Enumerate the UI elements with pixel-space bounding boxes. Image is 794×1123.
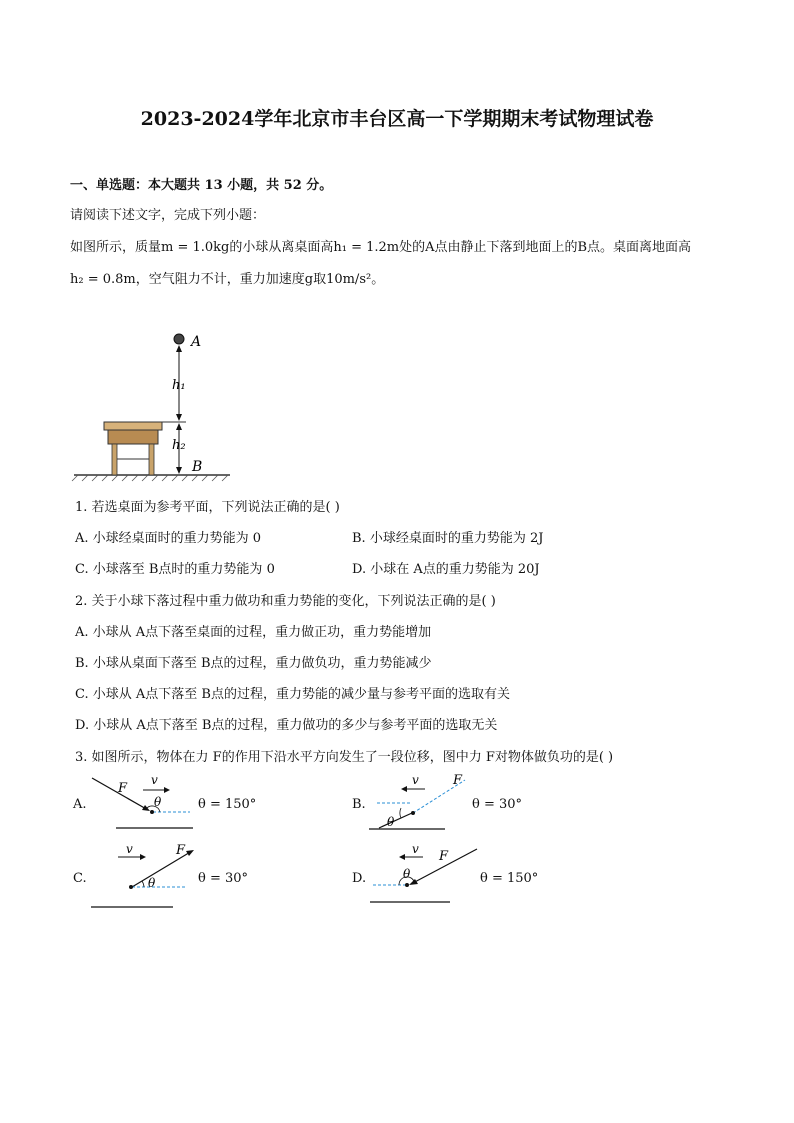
q3-option-a-angle: θ = 150°	[198, 797, 257, 812]
q3-option-d-angle: θ = 150°	[480, 871, 539, 886]
q3-option-c-letter[interactable]: C.	[73, 871, 87, 886]
svg-text:v: v	[412, 842, 419, 856]
ball-icon	[174, 334, 184, 344]
q1-option-a[interactable]: A. 小球经桌面时的重力势能为 0	[75, 531, 262, 546]
svg-text:F: F	[453, 773, 463, 788]
label-h1: h₁	[172, 378, 186, 393]
q3-option-a-letter[interactable]: A.	[73, 797, 87, 812]
q2-option-d[interactable]: D. 小球从 A点下落至 B点的过程，重力做功的多少与参考平面的选取无关	[75, 718, 498, 733]
label-h2: h₂	[172, 438, 186, 453]
svg-text:F: F	[439, 849, 449, 864]
q3-option-c-diagram	[88, 840, 208, 910]
svg-text:F: F	[118, 781, 128, 796]
passage-line-1: 如图所示，质量m = 1.0kg的小球从离桌面高h₁ = 1.2m处的A点由静止下落到地面上的B点。桌面离地面高	[70, 240, 692, 255]
label-A: A	[191, 334, 202, 350]
q3-option-b-letter[interactable]: B.	[352, 797, 366, 812]
svg-text:F: F	[176, 843, 186, 858]
svg-text:v: v	[412, 773, 419, 787]
q1-option-c[interactable]: C. 小球落至 B点时的重力势能为 0	[75, 562, 275, 577]
q2-option-b[interactable]: B. 小球从桌面下落至 B点的过程，重力做负功，重力势能减少	[75, 656, 432, 671]
q1-stem: 1. 若选桌面为参考平面，下列说法正确的是( )	[75, 500, 340, 515]
q3-option-d-letter[interactable]: D.	[352, 871, 367, 886]
q2-stem: 2. 关于小球下落过程中重力做功和重力势能的变化，下列说法正确的是( )	[75, 594, 496, 609]
passage-line-2: h₂ = 0.8m，空气阻力不计，重力加速度g取10m/s²。	[70, 272, 385, 287]
label-B: B	[192, 459, 203, 475]
q3-option-b-diagram	[365, 770, 475, 835]
table-icon	[104, 422, 162, 475]
q1-option-d[interactable]: D. 小球在 A点的重力势能为 20J	[352, 562, 540, 577]
q3-option-b-angle: θ = 30°	[472, 797, 523, 812]
q3-option-c-angle: θ = 30°	[198, 871, 249, 886]
q3-stem: 3. 如图所示，物体在力 F的作用下沿水平方向发生了一段位移，图中力 F对物体做负功的是( )	[75, 750, 614, 765]
svg-text:θ: θ	[387, 815, 395, 829]
q1-option-b[interactable]: B. 小球经桌面时的重力势能为 2J	[352, 531, 544, 546]
q3-option-d-diagram	[365, 840, 485, 910]
page-title: 2023-2024学年北京市丰台区高一下学期期末考试物理试卷	[140, 108, 654, 130]
svg-text:v: v	[126, 842, 133, 856]
svg-text:θ: θ	[154, 795, 162, 809]
svg-text:θ: θ	[403, 867, 411, 881]
q2-option-a[interactable]: A. 小球从 A点下落至桌面的过程，重力做正功，重力势能增加	[75, 625, 432, 640]
q2-option-c[interactable]: C. 小球从 A点下落至 B点的过程，重力势能的减少量与参考平面的选取有关	[75, 687, 510, 702]
svg-text:v: v	[151, 773, 158, 787]
section-header: 一、单选题：本大题共 13 小题，共 52 分。	[70, 178, 333, 193]
svg-text:θ: θ	[148, 876, 156, 890]
falling-ball-figure	[60, 325, 250, 485]
intro-text: 请阅读下述文字，完成下列小题：	[70, 208, 266, 223]
